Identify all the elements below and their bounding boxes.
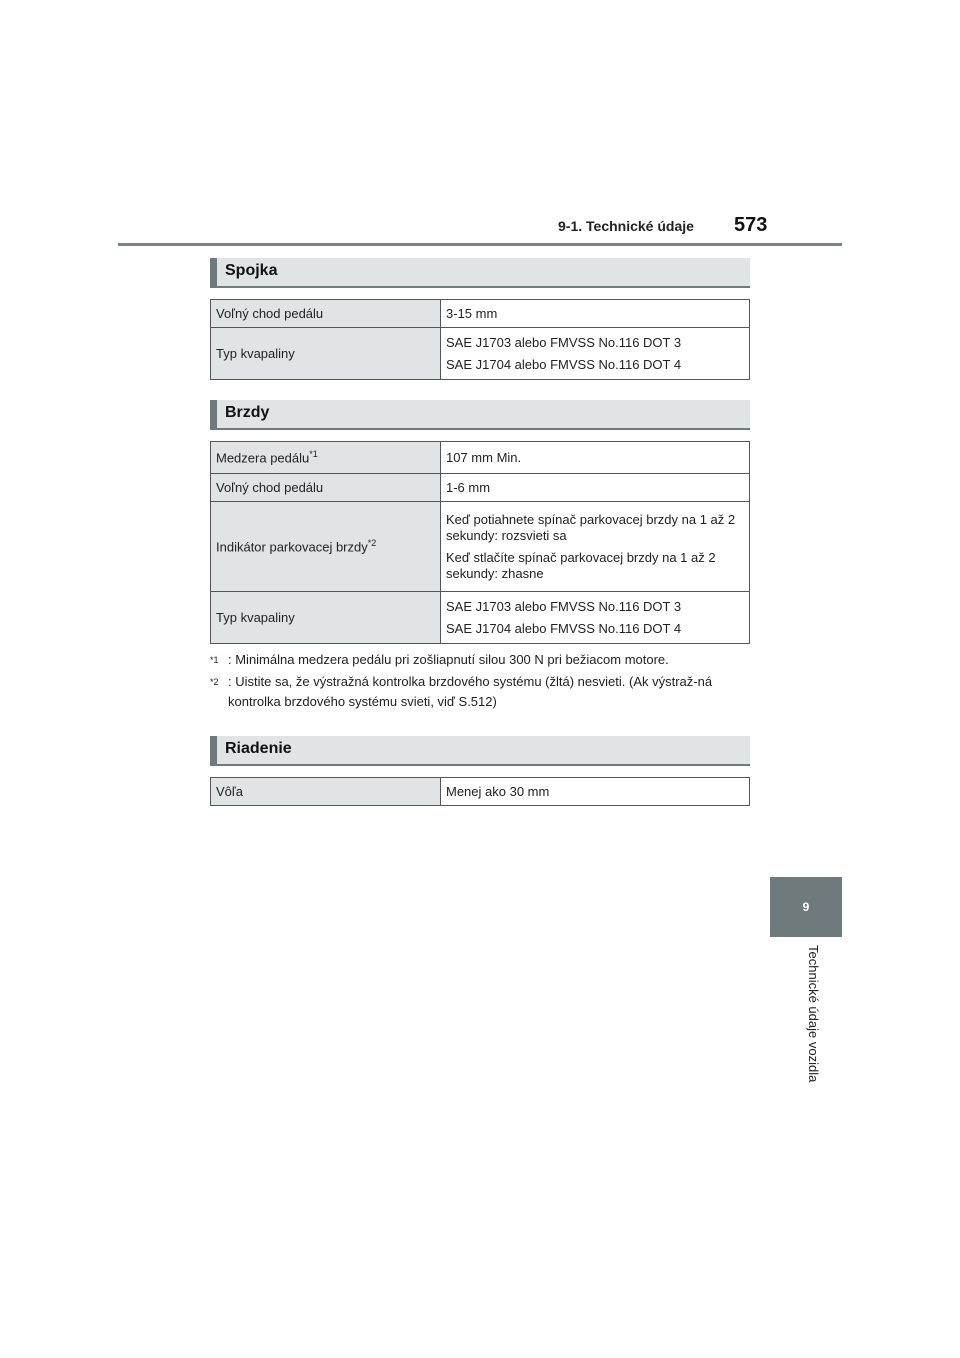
row-value: 107 mm Min. [441, 442, 750, 474]
row-value: Menej ako 30 mm [441, 778, 750, 806]
row-value: SAE J1703 alebo FMVSS No.116 DOT 3 SAE J1704 alebo FMVSS No.116 DOT 4 [441, 328, 750, 380]
row-label: Voľný chod pedálu [211, 300, 441, 328]
page-number: 573 [734, 214, 768, 236]
section-title: 9-1. Technické údaje [558, 218, 694, 234]
table-row [211, 778, 750, 806]
chapter-tab[interactable] [770, 877, 842, 937]
row-label: Medzera pedálu$^{*1}$ [211, 442, 441, 474]
table-row [211, 442, 750, 474]
row-value: 3-15 mm [441, 300, 750, 328]
section-heading-spojka: Spojka [210, 258, 750, 288]
section-heading-brzdy: Brzdy [210, 400, 750, 430]
footnote: $^{*2}$ : Uistite sa, že výstražná kontrolka brzdového systému (žltá) nesvieti. (Ak výstraž-ná kontrolka brzdového systému svieti, viď S.512) [210, 674, 713, 709]
table-row [211, 328, 750, 380]
row-label: Typ kvapaliny [211, 592, 441, 644]
table-row [211, 592, 750, 644]
table-brzdy [210, 441, 750, 644]
row-label: Vôľa [211, 778, 441, 806]
section-heading-riadenie: Riadenie [210, 736, 750, 766]
row-label: Indikátor parkovacej brzdy$^{*2}$ [211, 502, 441, 592]
footnote: $^{*1}$ : Minimálna medzera pedálu pri zošliapnutí silou 300 N pri bežiacom motore. [210, 652, 669, 667]
header-divider [118, 243, 842, 246]
row-label: Voľný chod pedálu [211, 474, 441, 502]
row-value: Keď potiahnete spínač parkovacej brzdy na 1 až 2 sekundy: rozsvieti sa Keď stlačíte spínač parkovacej brzdy na 1 až 2 sekundy: zhasne [441, 502, 750, 592]
chapter-label: Technické údaje vozidla [806, 945, 821, 1083]
row-value: 1-6 mm [441, 474, 750, 502]
chapter-number: 9 [802, 900, 810, 914]
table-row [211, 502, 750, 592]
table-row [211, 300, 750, 328]
table-riadenie [210, 777, 750, 806]
row-value: SAE J1703 alebo FMVSS No.116 DOT 3 SAE J1704 alebo FMVSS No.116 DOT 4 [441, 592, 750, 644]
table-spojka [210, 299, 750, 380]
table-row [211, 474, 750, 502]
row-label: Typ kvapaliny [211, 328, 441, 380]
